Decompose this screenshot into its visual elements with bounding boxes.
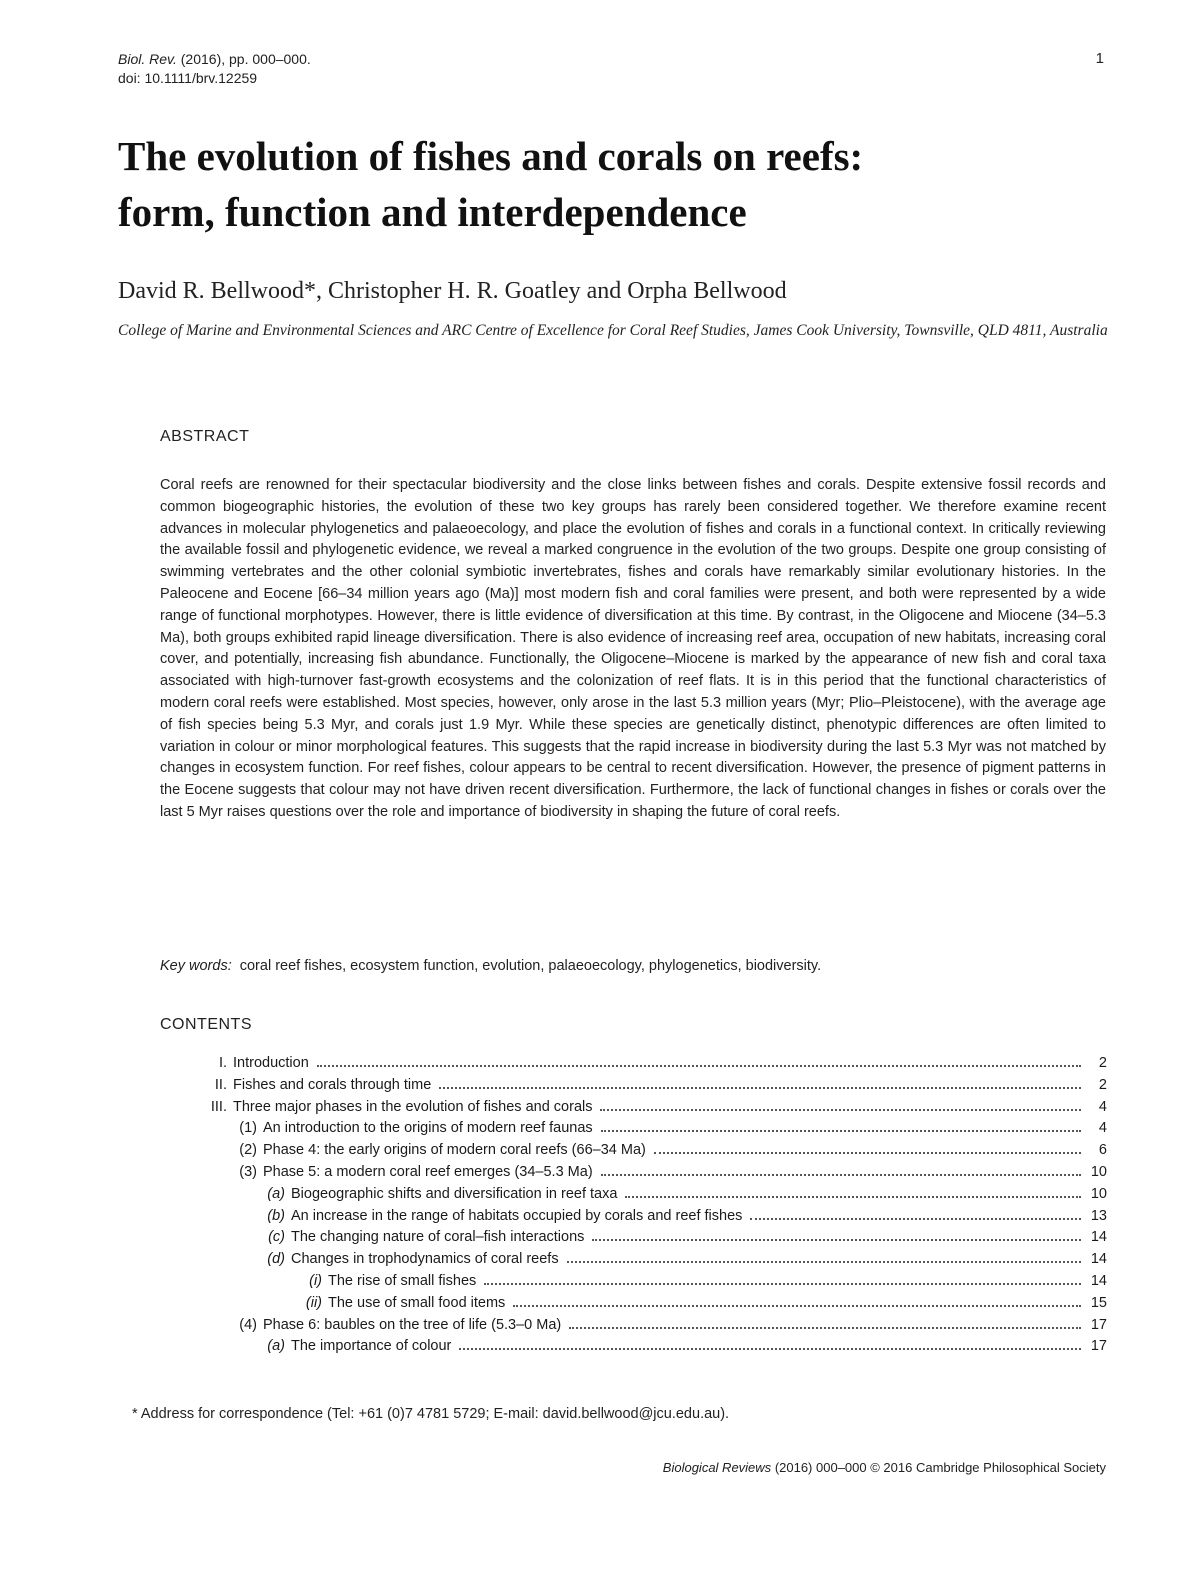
journal-abbrev: Biol. Rev. xyxy=(118,51,177,67)
toc-entry-page: 6 xyxy=(1098,1142,1107,1159)
toc-entry-page: 14 xyxy=(1090,1251,1107,1268)
toc-entry[interactable] xyxy=(160,1055,1107,1077)
toc-leader-dots xyxy=(625,1196,1081,1198)
toc-entry-page: 2 xyxy=(1098,1055,1107,1071)
toc-entry[interactable] xyxy=(160,1229,1107,1251)
toc-entry-number: (2) xyxy=(239,1142,257,1159)
title-line-2: form, function and interdependence xyxy=(118,189,747,235)
page-footer xyxy=(663,1460,1106,1475)
toc-entry-page: 13 xyxy=(1090,1207,1107,1224)
contents-heading: CONTENTS xyxy=(160,1016,252,1033)
toc-entry-title: The use of small food items xyxy=(328,1294,506,1311)
toc-entry-title: The rise of small fishes xyxy=(328,1272,477,1289)
toc-leader-dots xyxy=(513,1305,1081,1307)
doi[interactable]: doi: 10.1111/brv.12259 xyxy=(118,70,258,86)
page-number: 1 xyxy=(1095,50,1104,67)
toc-entry-page: 4 xyxy=(1098,1098,1107,1115)
toc-entry-number: (4) xyxy=(239,1316,257,1333)
toc-entry[interactable] xyxy=(160,1164,1107,1186)
affiliation: College of Marine and Environmental Sciences and ARC Centre of Excellence for Coral Reef Studies, James Cook University, Townsville, QLD 4811, Australia xyxy=(118,322,1108,339)
author-list: David R. Bellwood*, Christopher H. R. Goatley and Orpha Bellwood xyxy=(118,278,787,304)
toc-entry-title: Phase 6: baubles on the tree of life (5.3–0 Ma) xyxy=(263,1316,562,1333)
toc-entry-number: I. xyxy=(218,1055,227,1071)
toc-leader-dots xyxy=(592,1239,1081,1241)
toc-entry-title: Changes in trophodynamics of coral reefs xyxy=(291,1251,559,1268)
toc-entry[interactable] xyxy=(160,1273,1107,1295)
toc-entry-page: 17 xyxy=(1090,1338,1107,1355)
toc-entry-page: 2 xyxy=(1098,1076,1107,1093)
toc-entry[interactable] xyxy=(160,1208,1107,1230)
toc-entry-title: An increase in the range of habitats occupied by corals and reef fishes xyxy=(291,1207,743,1224)
toc-entry-title: An introduction to the origins of modern reef faunas xyxy=(263,1120,593,1137)
citation-pages: (2016), pp. 000–000. xyxy=(180,51,311,67)
toc-entry-number: III. xyxy=(210,1098,227,1115)
toc-leader-dots xyxy=(654,1152,1081,1154)
toc-entry[interactable] xyxy=(160,1099,1107,1121)
keywords-label: Key words: xyxy=(160,958,232,974)
article-title xyxy=(118,128,1098,240)
toc-entry-number: (3) xyxy=(239,1163,257,1180)
citation-line xyxy=(118,50,311,69)
toc-entry[interactable] xyxy=(160,1077,1107,1099)
toc-leader-dots xyxy=(484,1283,1081,1285)
running-head xyxy=(118,50,311,88)
toc-entry-page: 4 xyxy=(1098,1120,1107,1137)
toc-entry-title: Phase 5: a modern coral reef emerges (34–5.3 Ma) xyxy=(263,1163,593,1180)
toc-leader-dots xyxy=(601,1130,1081,1132)
toc-entry-page: 14 xyxy=(1090,1272,1107,1289)
toc-leader-dots xyxy=(601,1174,1081,1176)
toc-leader-dots xyxy=(750,1218,1081,1220)
footer-copyright: (2016) 000–000 © 2016 Cambridge Philosophical Society xyxy=(774,1460,1106,1475)
abstract-heading: ABSTRACT xyxy=(160,428,250,445)
keywords-text: coral reef fishes, ecosystem function, evolution, palaeoecology, phylogenetics, biodiversity. xyxy=(239,958,822,974)
toc-entry-title: Fishes and corals through time xyxy=(233,1076,432,1093)
footer-journal: Biological Reviews xyxy=(662,1460,772,1475)
toc-entry-number: (ii) xyxy=(305,1294,322,1311)
toc-entry-page: 14 xyxy=(1090,1229,1107,1246)
toc-entry[interactable] xyxy=(160,1142,1107,1164)
toc-leader-dots xyxy=(569,1327,1081,1329)
keywords xyxy=(160,956,821,977)
toc-entry-title: Introduction xyxy=(233,1055,309,1071)
toc-leader-dots xyxy=(459,1348,1081,1350)
correspondence-footnote: * Address for correspondence (Tel: +61 (0)7 4781 5729; E-mail: david.bellwood@jcu.edu.au). xyxy=(132,1406,730,1422)
toc-entry-number: (c) xyxy=(268,1229,285,1246)
toc-entry-number: II. xyxy=(214,1076,227,1093)
toc-entry-title: The changing nature of coral–fish interactions xyxy=(291,1229,585,1246)
toc-entry-page: 15 xyxy=(1090,1294,1107,1311)
toc-entry[interactable] xyxy=(160,1317,1107,1339)
toc-entry-page: 17 xyxy=(1090,1316,1107,1333)
toc-leader-dots xyxy=(567,1261,1081,1263)
toc-entry-title: The importance of colour xyxy=(291,1338,452,1355)
toc-leader-dots xyxy=(317,1065,1081,1067)
abstract-text: Coral reefs are renowned for their spectacular biodiversity and the close links between fishes and corals. Despite extensive fossil records and common biogeographic histories, the evolution of these two key groups has rarely been considered together. We therefore examine recent advances in molecular phylogenetics and palaeoecology, and place the evolution of fishes and corals in a functional context. In critically reviewing the available fossil and phylogenetic evidence, we reveal a marked congruence in the evolution of the two groups. Despite one group consisting of swimming vertebrates and the other colonial symbiotic invertebrates, fishes and corals have remarkably similar evolutionary histories. In the Paleocene and Eocene [66–34 million years ago (Ma)] most modern fish and coral families were present, and both were represented by a wide range of functional morphotypes. However, there is little evidence of diversification at this time. By contrast, in the Oligocene and Miocene (34–5.3 Ma), both groups exhibited rapid lineage diversification. There is also evidence of increasing reef area, occupation of new habitats, increasing coral cover, and potentially, increasing fish abundance. Functionally, the Oligocene–Miocene is marked by the appearance of new fish and coral taxa associated with high-turnover fast-growth ecosystems and the colonization of reef flats. It is in this period that the functional characteristics of modern coral reefs were established. Most species, however, only arose in the last 5.3 million years (Myr; Plio–Pleistocene), with the average age of fish species being 5.3 Myr, and corals just 1.9 Myr. While these species are genetically distinct, phenotypic differences are often limited to variation in colour or minor morphological features. This suggests that the rapid increase in biodiversity during the last 5.3 Myr was not matched by changes in ecosystem function. For reef fishes, colour appears to be central to recent diversification. However, the presence of pigment patterns in the Eocene suggests that colour may not have driven recent diversification. Furthermore, the lack of functional changes in fishes or corals over the last 5 Myr raises questions over the role and importance of biodiversity in shaping the future of coral reefs. xyxy=(160,477,1106,820)
toc-entry[interactable] xyxy=(160,1186,1107,1208)
toc-entry-number: (d) xyxy=(267,1251,285,1268)
toc-entry[interactable] xyxy=(160,1251,1107,1273)
table-of-contents xyxy=(160,1055,1107,1360)
toc-entry-number: (1) xyxy=(239,1120,257,1137)
toc-entry-number: (a) xyxy=(267,1338,285,1355)
toc-entry-title: Biogeographic shifts and diversification in reef taxa xyxy=(291,1185,618,1202)
toc-entry-number: (b) xyxy=(267,1207,285,1224)
toc-entry[interactable] xyxy=(160,1120,1107,1142)
toc-entry[interactable] xyxy=(160,1295,1107,1317)
toc-leader-dots xyxy=(439,1087,1081,1089)
toc-leader-dots xyxy=(600,1109,1081,1111)
toc-entry-number: (a) xyxy=(267,1185,285,1202)
title-line-1: The evolution of fishes and corals on reefs: xyxy=(118,133,864,179)
toc-entry[interactable] xyxy=(160,1338,1107,1360)
toc-entry-page: 10 xyxy=(1090,1163,1107,1180)
toc-entry-number: (i) xyxy=(309,1272,322,1289)
toc-entry-page: 10 xyxy=(1090,1185,1107,1202)
toc-entry-title: Three major phases in the evolution of fishes and corals xyxy=(233,1098,593,1115)
toc-entry-title: Phase 4: the early origins of modern coral reefs (66–34 Ma) xyxy=(263,1142,646,1159)
